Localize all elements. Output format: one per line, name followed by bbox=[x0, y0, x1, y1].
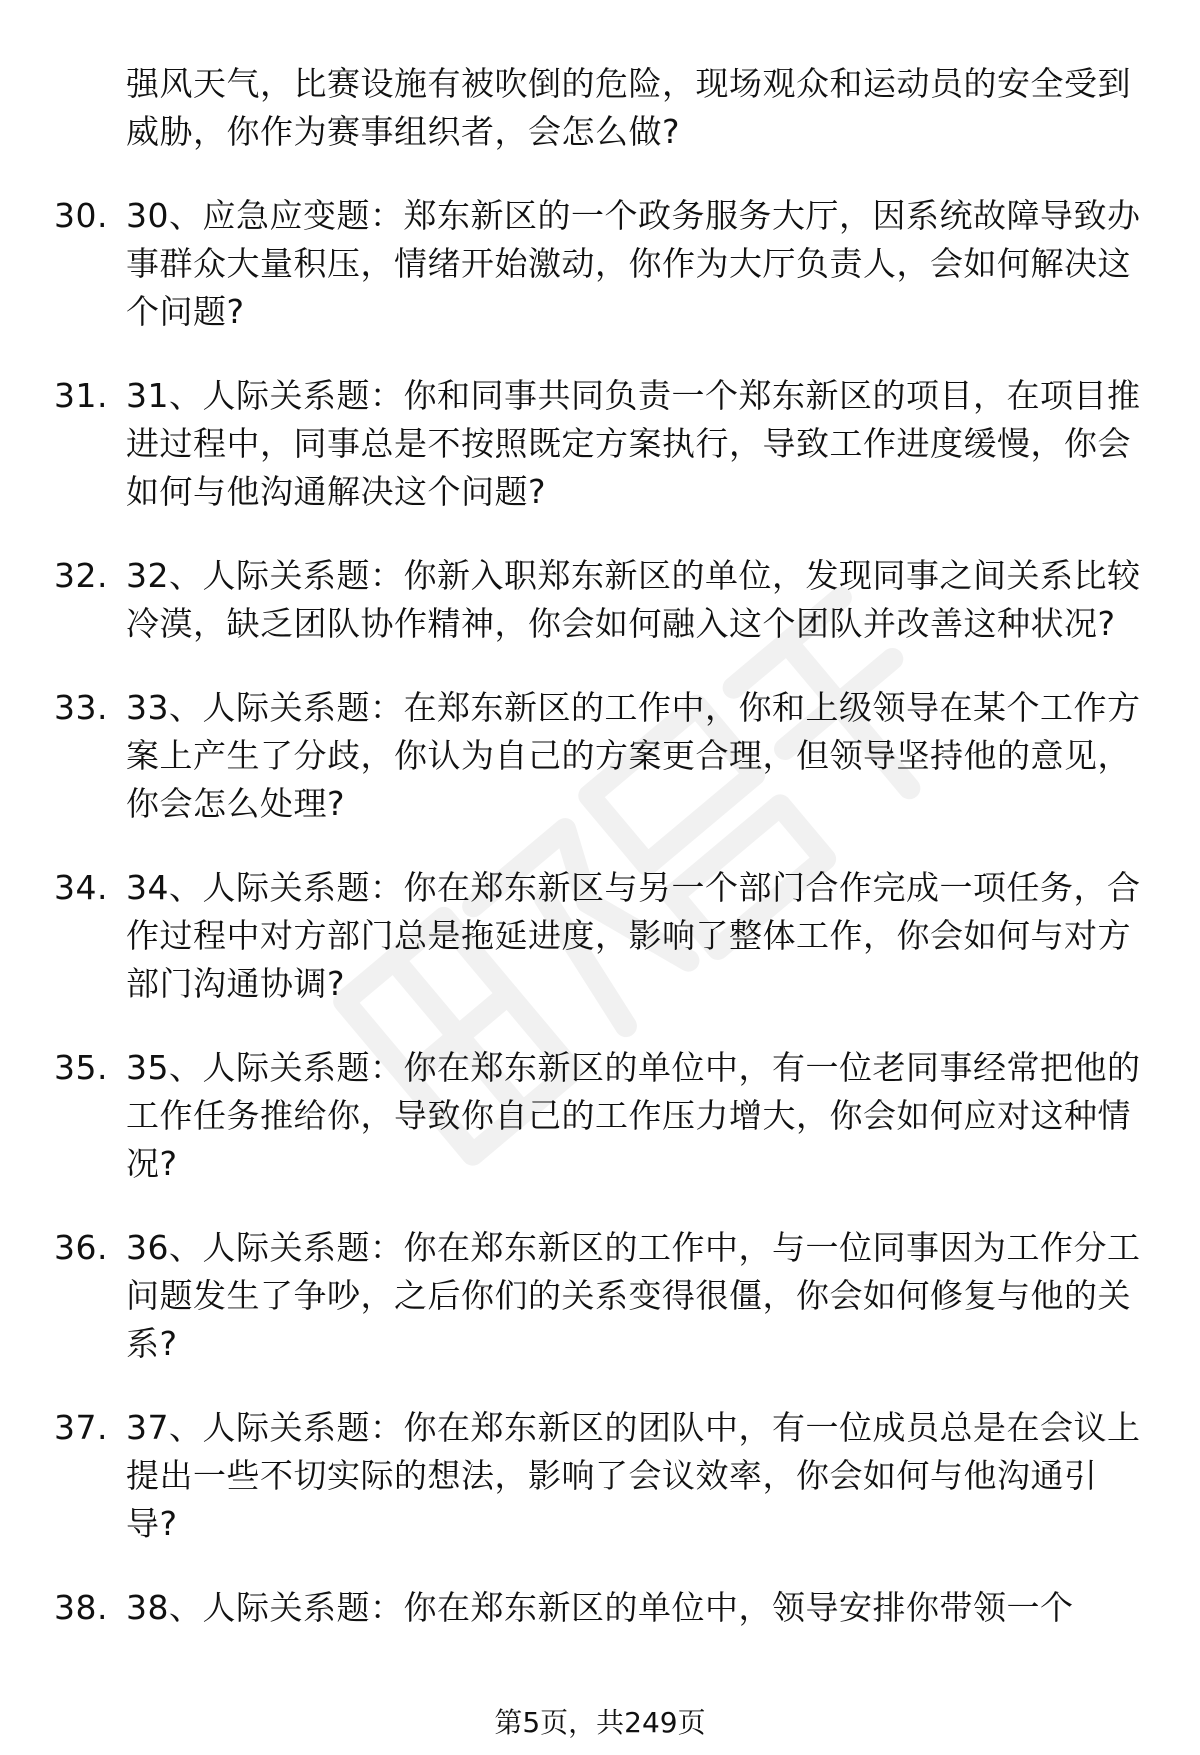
list-item-text: 35、人际关系题：你在郑东新区的单位中，有一位老同事经常把他的工作任务推给你，导致你自己的工作压力增大，你会如何应对这种情况? bbox=[126, 1048, 1141, 1183]
list-item-text: 37、人际关系题：你在郑东新区的团队中，有一位成员总是在会议上提出一些不切实际的想法，影响了会议效率，你会如何与他沟通引导? bbox=[126, 1408, 1141, 1543]
list-item-number: 35. bbox=[54, 1048, 108, 1087]
list-item-number: 30. bbox=[54, 196, 108, 235]
question-continuation: 强风天气，比赛设施有被吹倒的危险，现场观众和运动员的安全受到威胁，你作为赛事组织者，会怎么做? bbox=[126, 64, 1131, 151]
list-item bbox=[0, 864, 1146, 1008]
list-item bbox=[0, 1584, 1146, 1632]
list-item-number: 32. bbox=[54, 556, 108, 595]
list-item-number: 34. bbox=[54, 868, 108, 907]
list-item bbox=[0, 1044, 1146, 1188]
list-item bbox=[0, 1224, 1146, 1368]
list-item-number: 37. bbox=[54, 1408, 108, 1447]
question-list bbox=[0, 60, 1200, 1632]
list-item-text: 33、人际关系题：在郑东新区的工作中，你和上级领导在某个工作方案上产生了分歧，你认为自己的方案更合理，但领导坚持他的意见，你会怎么处理? bbox=[126, 688, 1141, 823]
list-item bbox=[0, 372, 1146, 516]
list-item bbox=[0, 552, 1146, 648]
list-item-text: 31、人际关系题：你和同事共同负责一个郑东新区的项目，在项目推进过程中，同事总是不按照既定方案执行，导致工作进度缓慢，你会如何与他沟通解决这个问题? bbox=[126, 376, 1141, 511]
list-item bbox=[0, 1404, 1146, 1548]
list-item-text: 34、人际关系题：你在郑东新区与另一个部门合作完成一项任务，合作过程中对方部门总是拖延进度，影响了整体工作，你会如何与对方部门沟通协调? bbox=[126, 868, 1141, 1003]
list-item-number: 33. bbox=[54, 688, 108, 727]
list-item-text: 36、人际关系题：你在郑东新区的工作中，与一位同事因为工作分工问题发生了争吵，之后你们的关系变得很僵，你会如何修复与他的关系? bbox=[126, 1228, 1141, 1363]
page-number-footer: 第5页，共249页 bbox=[494, 1706, 706, 1739]
list-item-text: 30、应急应变题：郑东新区的一个政务服务大厅，因系统故障导致办事群众大量积压，情绪开始激动，你作为大厅负责人，会如何解决这个问题? bbox=[126, 196, 1141, 331]
list-item bbox=[0, 192, 1146, 336]
list-item-number: 31. bbox=[54, 376, 108, 415]
list-item-number: 36. bbox=[54, 1228, 108, 1267]
list-item-text: 32、人际关系题：你新入职郑东新区的单位，发现同事之间关系比较冷漠，缺乏团队协作精神，你会如何融入这个团队并改善这种状况? bbox=[126, 556, 1141, 643]
list-item-number: 38. bbox=[54, 1588, 108, 1627]
list-item bbox=[0, 684, 1146, 828]
list-item-text: 38、人际关系题：你在郑东新区的单位中，领导安排你带领一个 bbox=[126, 1588, 1074, 1627]
